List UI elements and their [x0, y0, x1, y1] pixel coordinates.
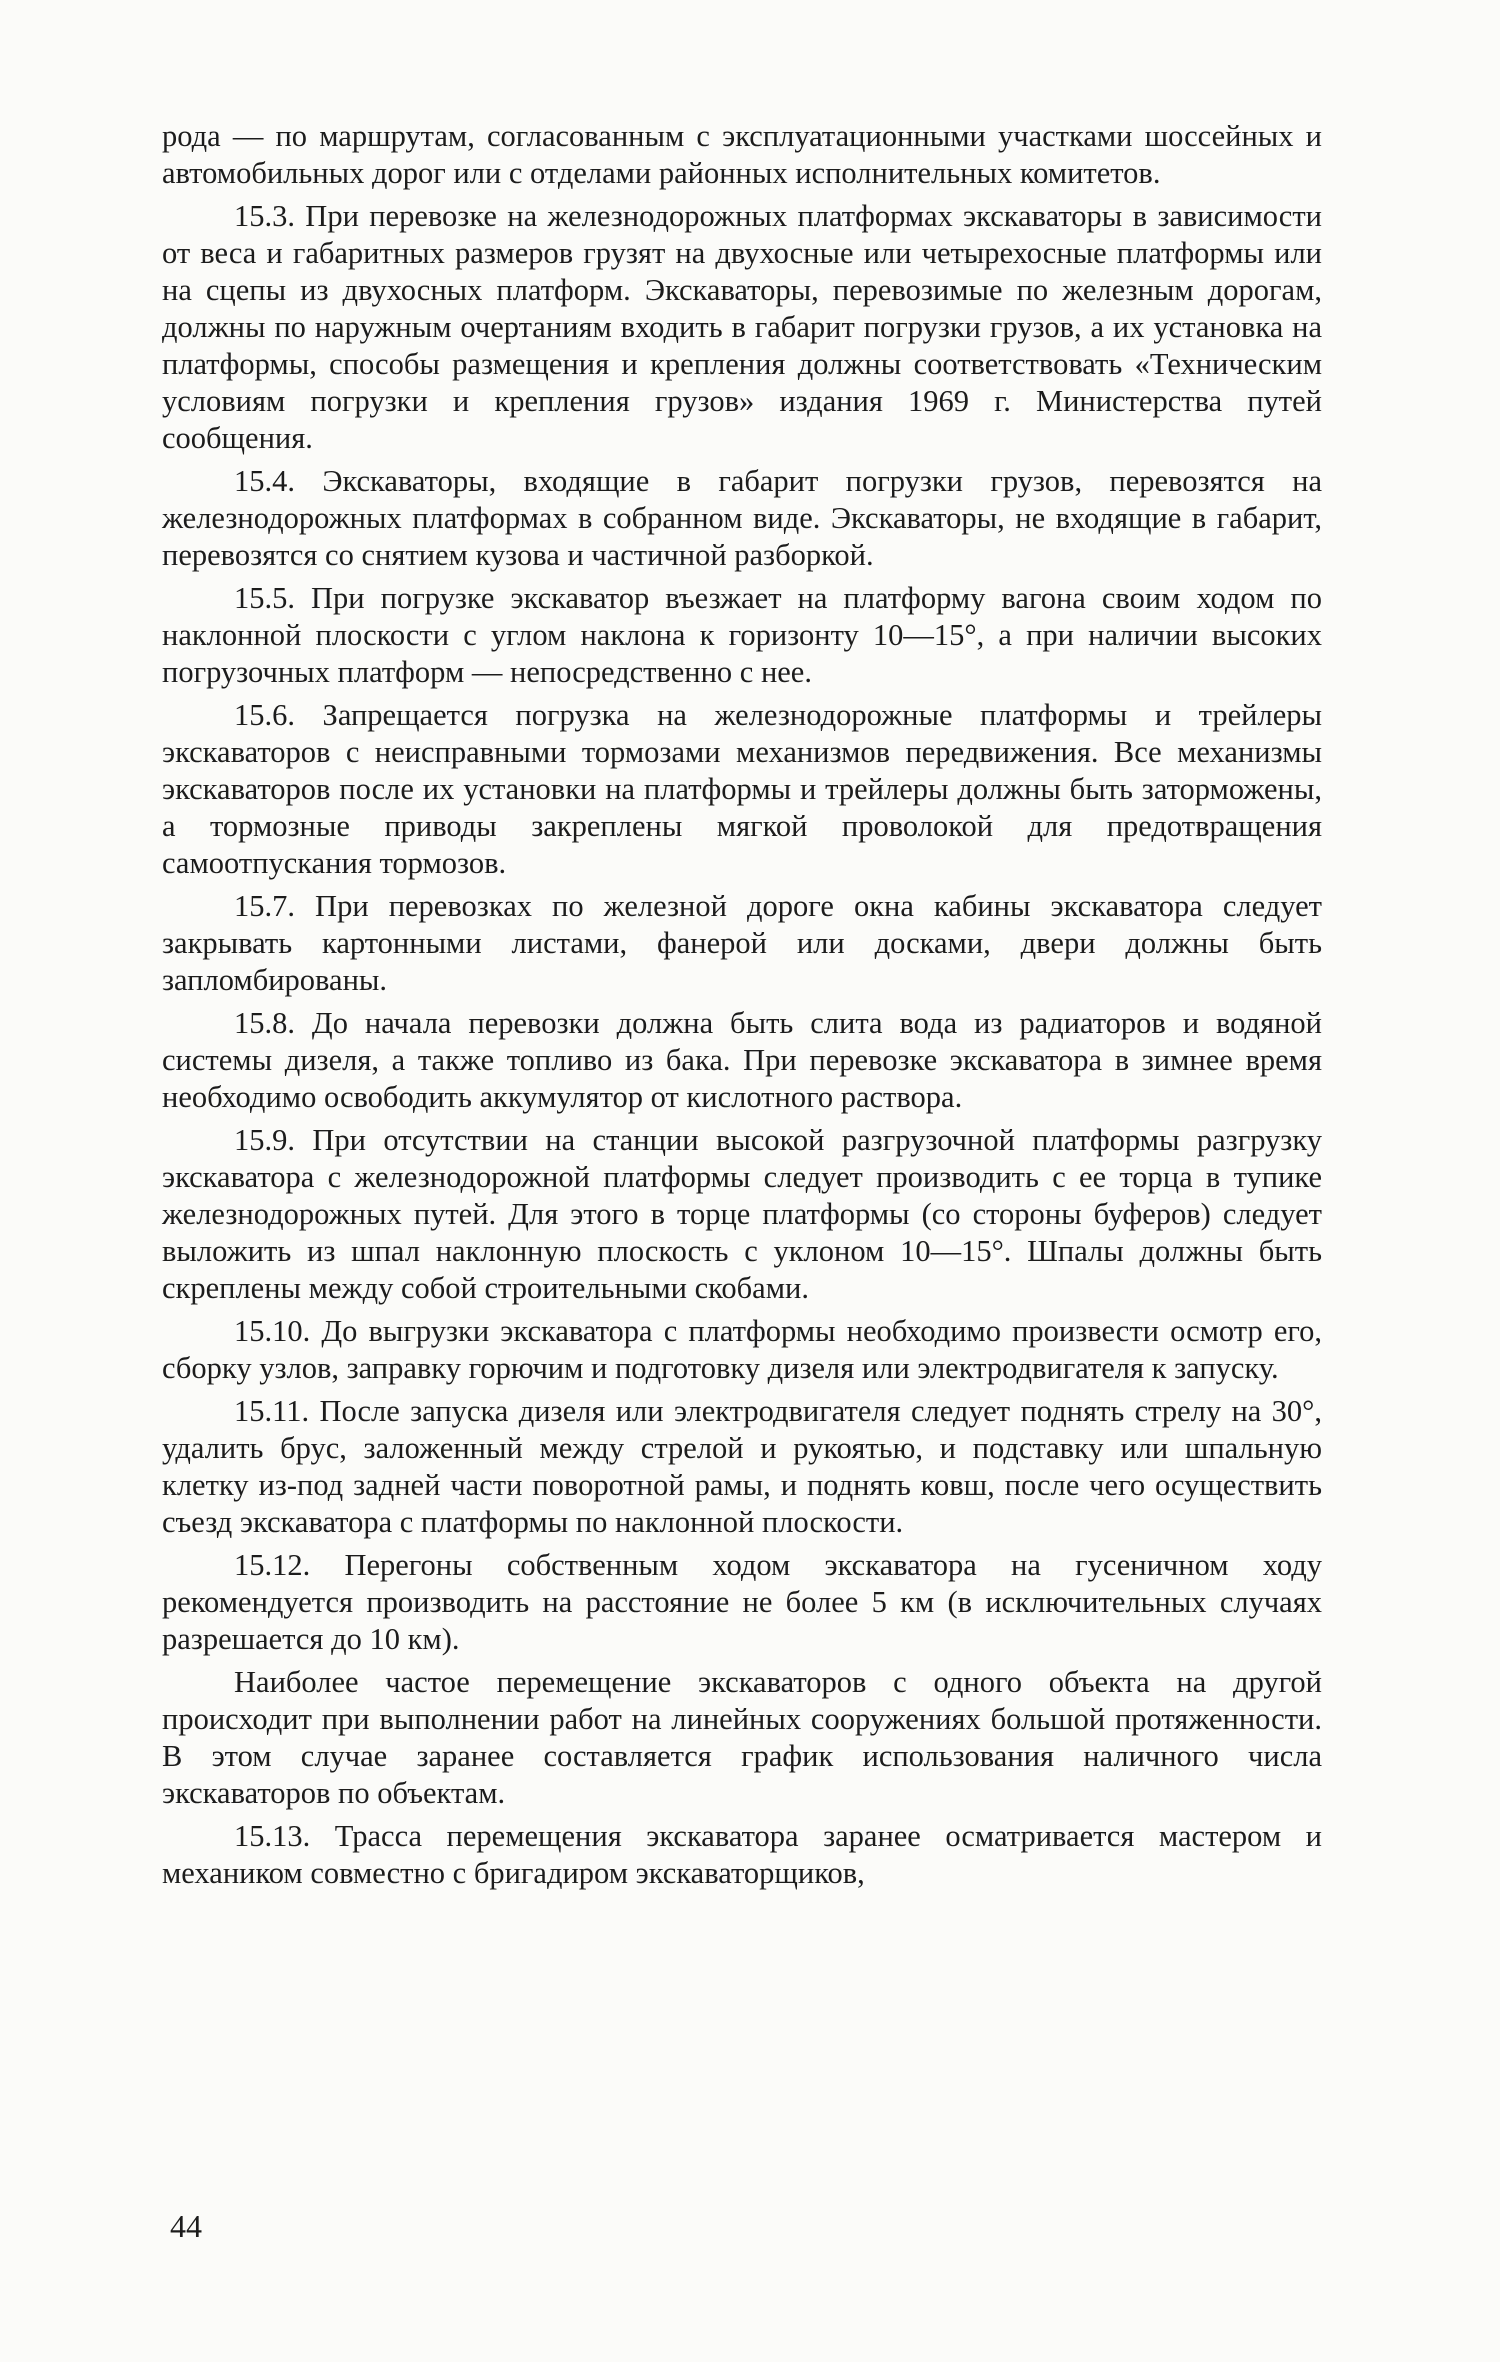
paragraph-15-11: 15.11. После запуска дизеля или электродвигателя следует поднять стрелу на 30°, удалить брус, заложенный между стрелой и рукоятью, и подставку или шпальную клетку из-под задней части поворотной рамы, и поднять ковш, после чего осуществить съезд экскаватора с платформы по наклонной плоскости.: [162, 1394, 1322, 1539]
paragraph-15-7: 15.7. При перевозках по железной дороге окна кабины экскаватора следует закрывать картонными листами, фанерой или досками, двери должны быть запломбированы.: [162, 889, 1322, 997]
paragraph-continuation: рода — по маршрутам, согласованным с эксплуатационными участками шоссейных и автомобильных дорог или с отделами районных исполнительных комитетов.: [162, 119, 1322, 190]
paragraph-15-9: 15.9. При отсутствии на станции высокой разгрузочной платформы разгрузку экскаватора с железнодорожной платформы следует производить с ее торца в тупике железнодорожных путей. Для этого в торце платформы (со стороны буферов) следует выложить из шпал наклонную плоскость с уклоном 10—15°. Шпалы должны быть скреплены между собой строительными скобами.: [162, 1123, 1322, 1305]
paragraph-15-10: 15.10. До выгрузки экскаватора с платформы необходимо произвести осмотр его, сборку узлов, заправку горючим и подготовку дизеля или электродвигателя к запуску.: [162, 1314, 1322, 1385]
paragraph-unnumbered: Наиболее частое перемещение экскаваторов с одного объекта на другой происходит при выполнении работ на линейных сооружениях большой протяженности. В этом случае заранее составляется график использования наличного числа экскаваторов по объектам.: [162, 1665, 1322, 1810]
paragraph-15-12: 15.12. Перегоны собственным ходом экскаватора на гусеничном ходу рекомендуется производить на расстояние не более 5 км (в исключительных случаях разрешается до 10 км).: [162, 1548, 1322, 1656]
paragraph-15-6: 15.6. Запрещается погрузка на железнодорожные платформы и трейлеры экскаваторов с неисправными тормозами механизмов передвижения. Все механизмы экскаваторов после их установки на платформы и трейлеры должны быть заторможены, а тормозные приводы закреплены мягкой проволокой для предотвращения самоотпускания тормозов.: [162, 698, 1322, 880]
paragraph-15-5: 15.5. При погрузке экскаватор въезжает на платформу вагона своим ходом по наклонной плоскости с углом наклона к горизонту 10—15°, а при наличии высоких погрузочных платформ — непосредственно с нее.: [162, 581, 1322, 689]
page-number: 44: [170, 2208, 202, 2244]
paragraph-15-13: 15.13. Трасса перемещения экскаватора заранее осматривается мастером и механиком совместно с бригадиром экскаваторщиков,: [162, 1819, 1322, 1890]
document-body: [162, 118, 1322, 1898]
paragraph-15-8: 15.8. До начала перевозки должна быть слита вода из радиаторов и водяной системы дизеля, а также топливо из бака. При перевозке экскаватора в зимнее время необходимо освободить аккумулятор от кислотного раствора.: [162, 1006, 1322, 1114]
paragraph-15-3: 15.3. При перевозке на железнодорожных платформах экскаваторы в зависимости от веса и габаритных размеров грузят на двухосные или четырехосные платформы или на сцепы из двухосных платформ. Экскаваторы, перевозимые по железным дорогам, должны по наружным очертаниям входить в габарит погрузки грузов, а их установка на платформы, способы размещения и крепления должны соответствовать «Техническим условиям погрузки и крепления грузов» издания 1969 г. Министерства путей сообщения.: [162, 199, 1322, 455]
paragraph-15-4: 15.4. Экскаваторы, входящие в габарит погрузки грузов, перевозятся на железнодорожных платформах в собранном виде. Экскаваторы, не входящие в габарит, перевозятся со снятием кузова и частичной разборкой.: [162, 464, 1322, 572]
